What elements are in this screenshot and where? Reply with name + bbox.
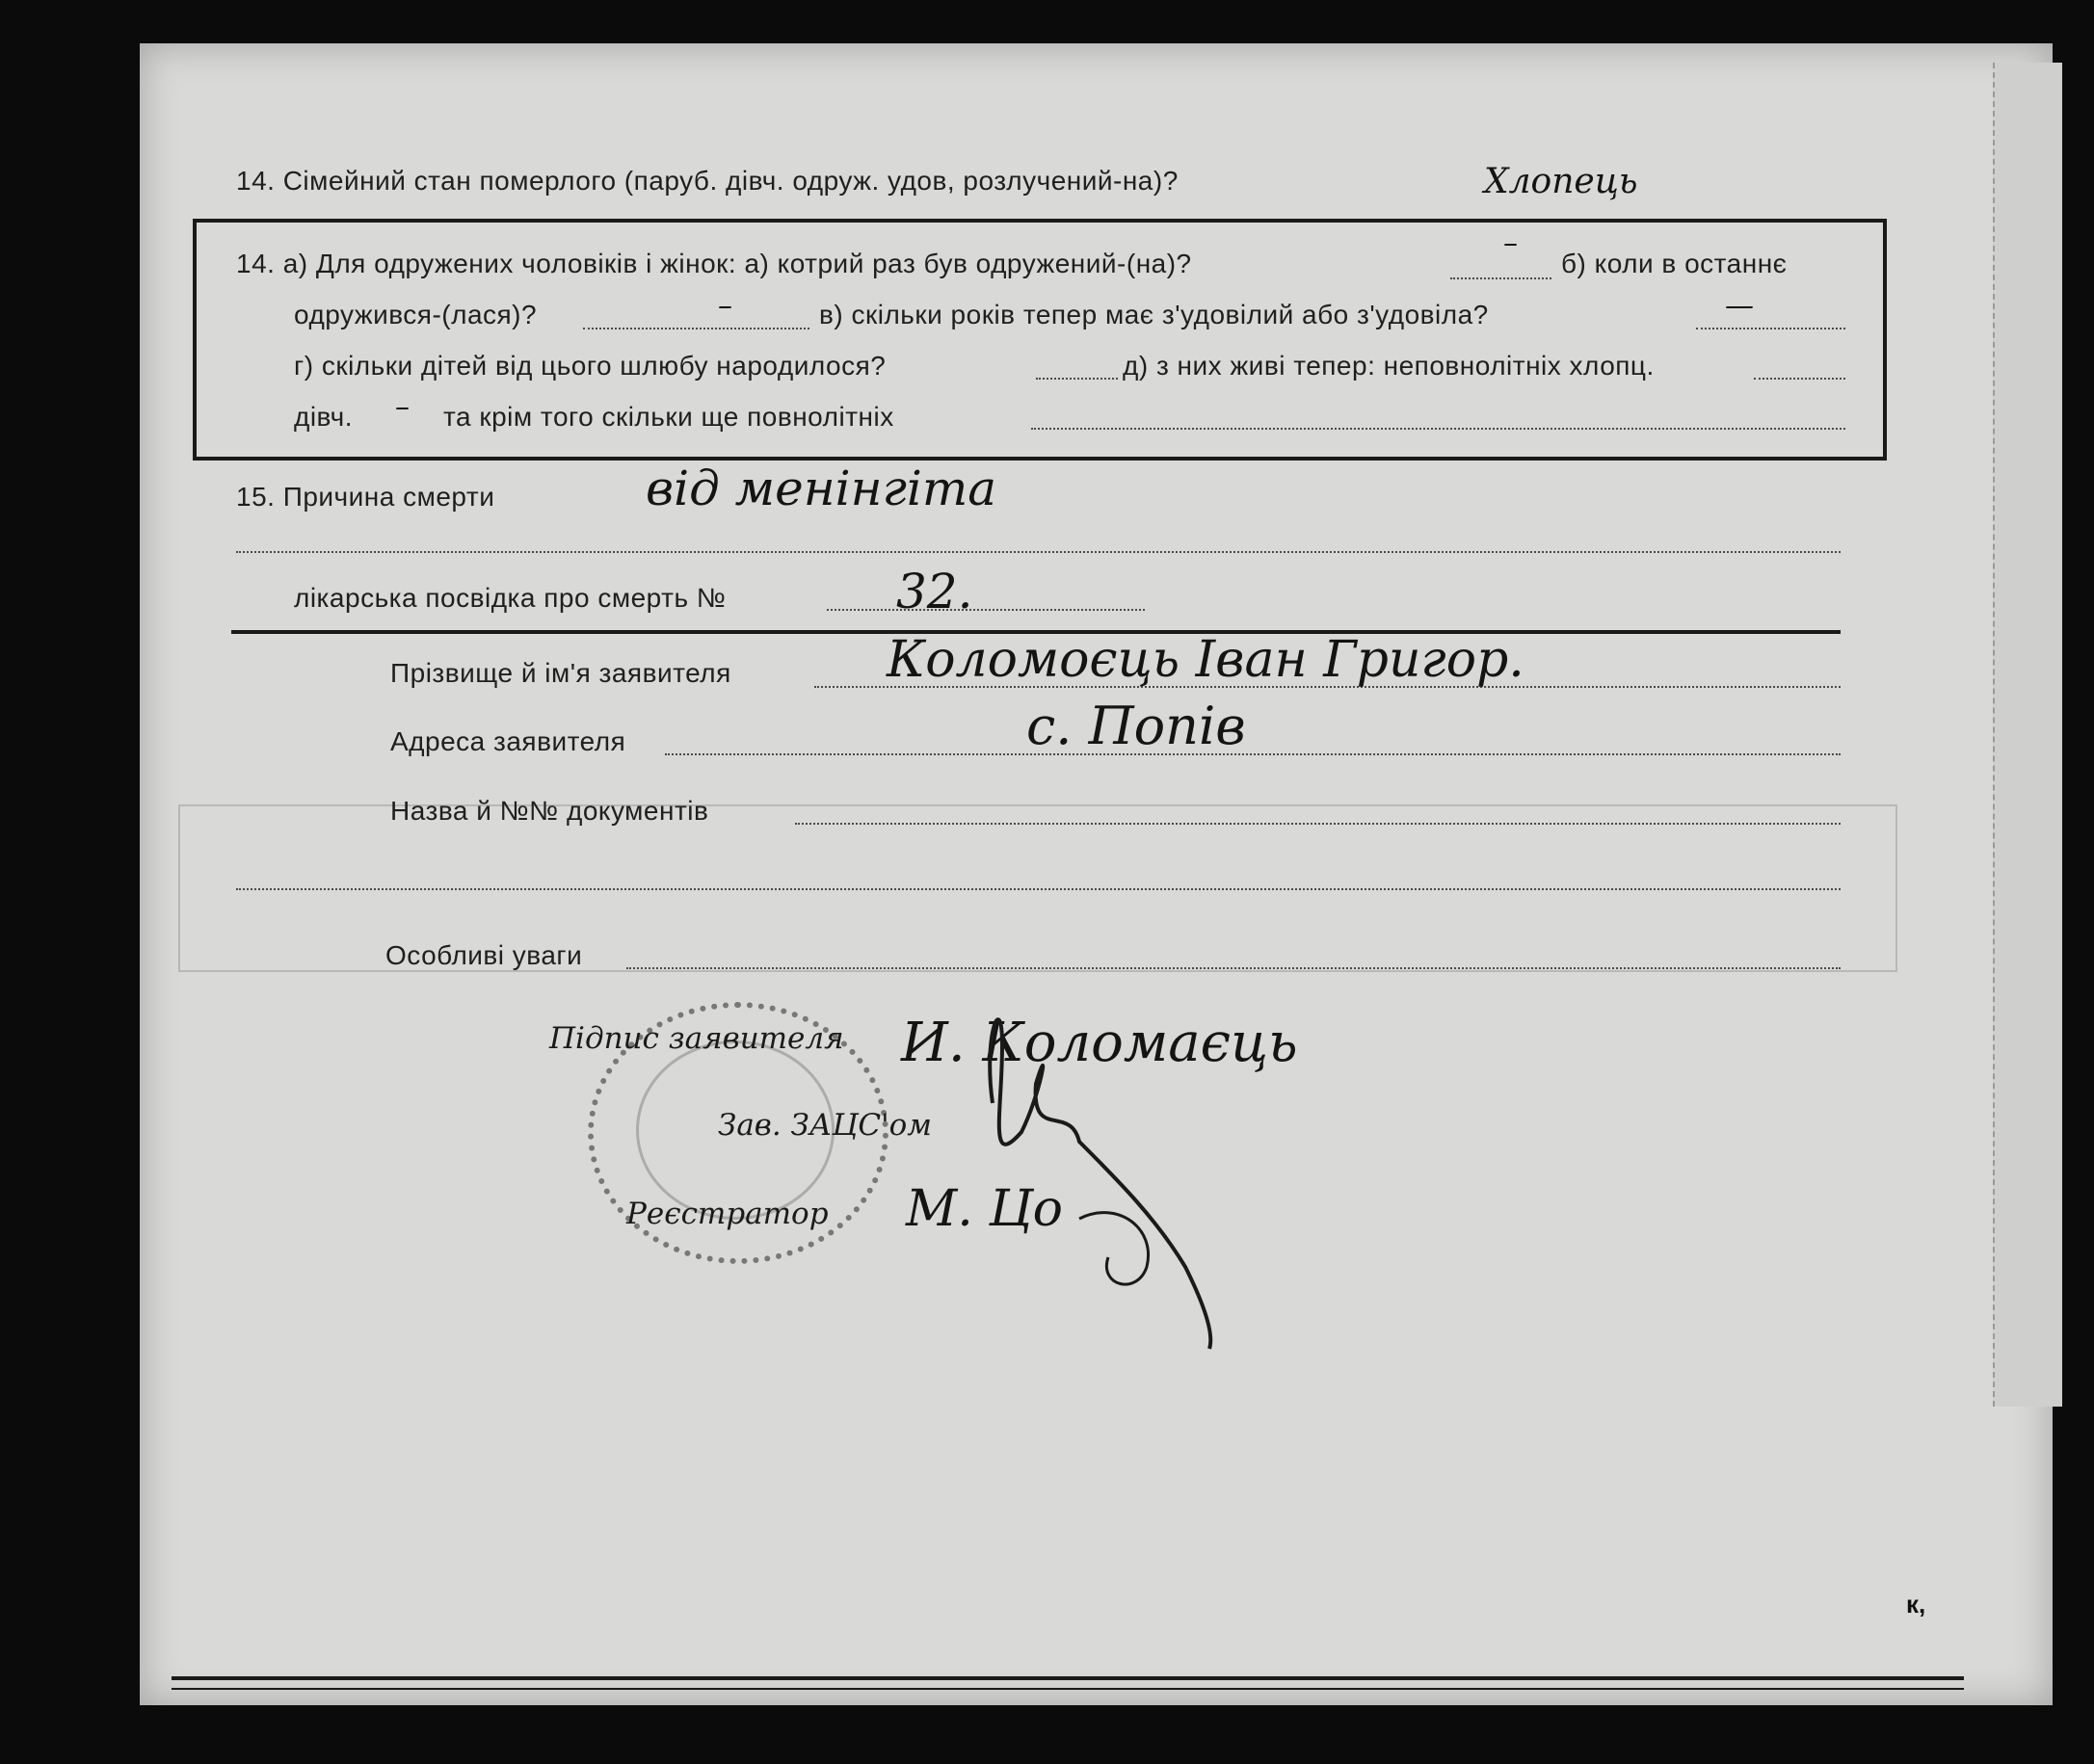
torn-edge-strip — [1993, 63, 2062, 1407]
registrar-signature: М. Цо — [906, 1180, 1063, 1238]
remarks-dots — [626, 967, 1841, 969]
certificate-value: 32. — [896, 564, 973, 619]
documents-label: Назва й №№ документів — [390, 796, 709, 826]
applicant-name-label: Прізвище й ім'я заявителя — [390, 658, 731, 688]
q14a-line2-value: – — [718, 289, 732, 323]
applicant-signature: И. Коломаєць — [901, 1012, 1298, 1074]
q14a-line4-dots — [1031, 428, 1845, 430]
documents-dots-2 — [236, 888, 1841, 890]
q14a-line1-dots — [1450, 277, 1551, 279]
q14a-line2-end-value: — — [1725, 289, 1754, 323]
q14a-line3: г) скільки дітей від цього шлюбу народилося? — [294, 351, 887, 381]
bottom-rule-thin — [172, 1688, 1964, 1690]
bottom-rule — [172, 1676, 1964, 1680]
applicant-address-label: Адреса заявителя — [390, 726, 626, 756]
q14a-line2-mid: в) скільки років тепер має з'удовілий або з'удовіла? — [819, 300, 1489, 329]
applicant-address-value: с. Попів — [1026, 696, 1246, 756]
q15-continuation-dots — [236, 551, 1841, 553]
remarks-label: Особливі уваги — [385, 940, 583, 970]
q14-label: 14. Сімейний стан померлого (паруб. дівч. одруж. удов, розлучений-на)? — [236, 166, 1179, 196]
applicant-signature-label: Підпис заявителя — [549, 1021, 844, 1056]
documents-dots — [795, 823, 1841, 825]
q14a-line4-value: – — [395, 390, 410, 424]
q14-answer: Хлопець — [1484, 162, 1638, 201]
q14a-line2-end-dots — [1696, 328, 1845, 329]
q14a-line3-mid: д) з них живі тепер: неповнолітніх хлопц. — [1123, 351, 1655, 381]
q14a-line1: 14. а) Для одружених чоловіків і жінок: а) котрий раз був одружений-(на)? — [236, 249, 1192, 278]
certificate-label: лікарська посвідка про смерть № — [294, 583, 727, 613]
registrar-label: Реєстратор — [626, 1197, 829, 1231]
zags-head-signature — [964, 978, 1253, 1354]
applicant-address-dots — [665, 753, 1841, 755]
q14a-line1-value: – — [1503, 226, 1518, 260]
q14a-line3-dots — [1036, 378, 1118, 380]
edge-mark: к, — [1906, 1590, 1926, 1619]
certificate-dots — [827, 609, 1145, 611]
q14a-line4: дівч. — [294, 402, 354, 432]
q14a-line2-dots — [583, 328, 809, 329]
applicant-name-value: Коломоєць Іван Григор. — [887, 631, 1524, 689]
zags-head-label: Зав. ЗАЦС'ом — [718, 1108, 932, 1143]
q14a-line3-end-dots — [1754, 378, 1845, 380]
q14a-line4-mid: та крім того скільки ще повнолітніх — [443, 402, 894, 432]
q15-answer: від менінгіта — [646, 461, 997, 516]
q14a-line2: одружився-(лася)? — [294, 300, 538, 329]
q15-label: 15. Причина смерти — [236, 482, 495, 512]
q14a-line1-end: б) коли в останнє — [1561, 249, 1788, 278]
